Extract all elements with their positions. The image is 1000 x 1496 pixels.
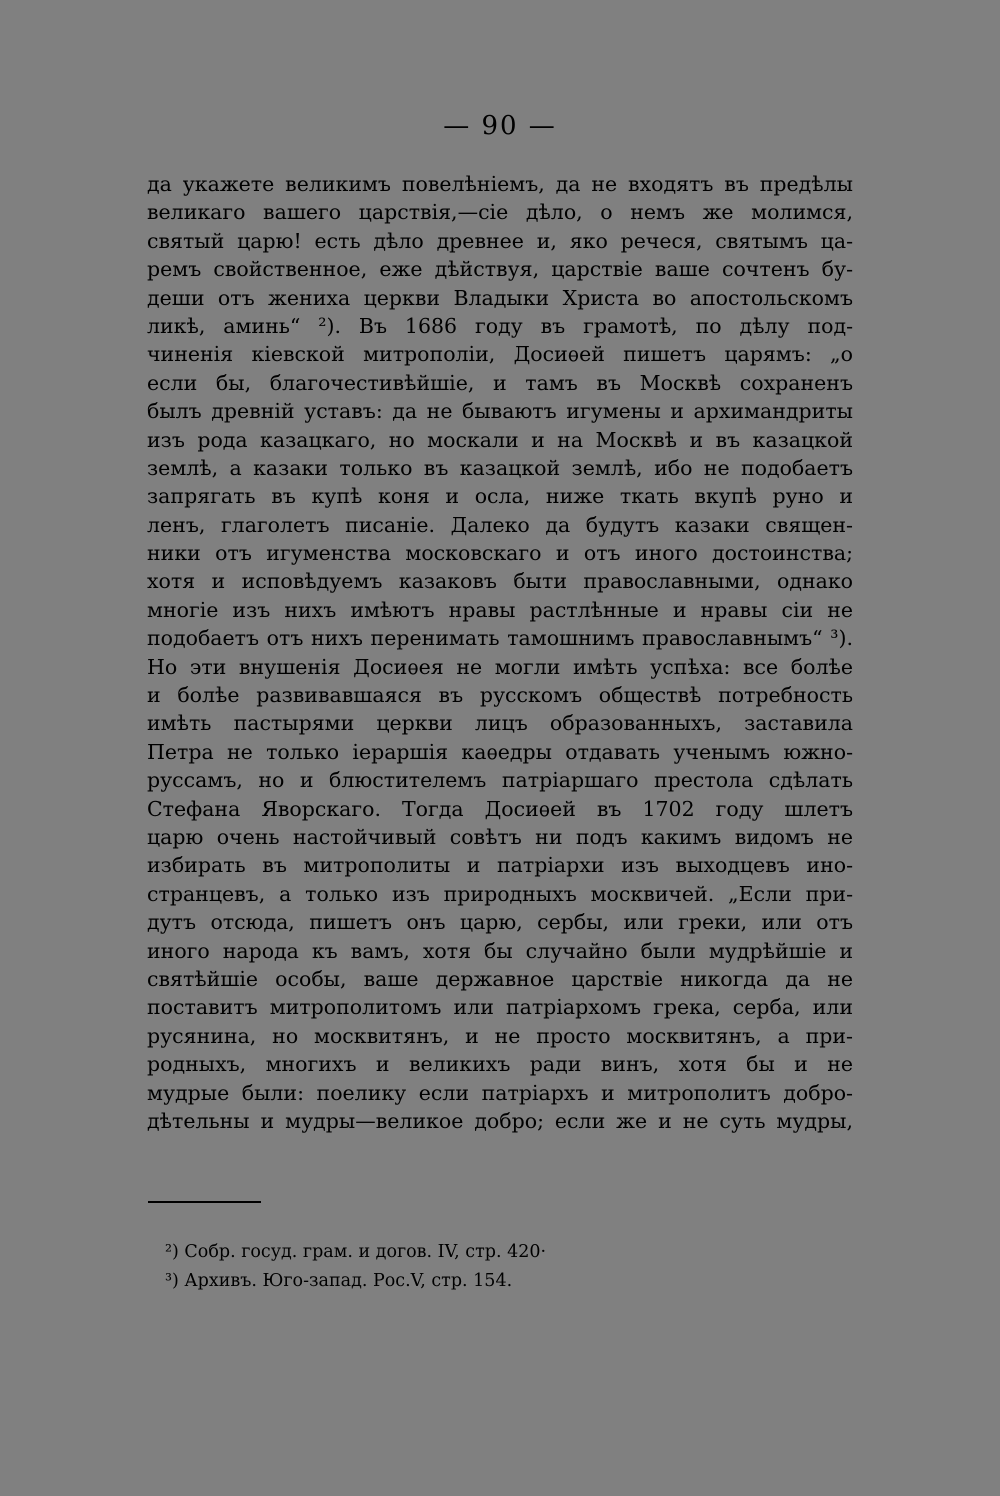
text-line: многіе изъ нихъ имѣютъ нравы растлѣнные и нравы сіи не [147, 597, 853, 622]
text-line: поставитъ митрополитомъ или патріархомъ грека, серба, или [147, 995, 853, 1020]
text-line: родныхъ, многихъ и великихъ ради винъ, хотя бы и не [147, 1052, 853, 1077]
text-line: хотя и исповѣдуемъ казаковъ быти православными, однако [147, 569, 853, 594]
text-line: имѣть пастырями церкви лицъ образованныхъ, заставила [147, 711, 853, 736]
text-line: Но эти внушенія Досиѳея не могли имѣть успѣха: все болѣе [147, 654, 853, 679]
text-line: русянина, но москвитянъ, и не просто москвитянъ, а при- [147, 1023, 853, 1048]
text-line: дѣтельны и мудры—великое добро; если же и не суть мудры, [147, 1108, 853, 1133]
text-line: дутъ отсюда, пишетъ онъ царю, сербы, или греки, или отъ [147, 910, 853, 935]
text-line: Стефана Яворскаго. Тогда Досиѳей въ 1702 году шлетъ [147, 796, 853, 821]
text-line: запрягать въ купѣ коня и осла, ниже ткать вкупѣ руно и [147, 484, 853, 509]
text-line: царю очень настойчивый совѣтъ ни подъ какимъ видомъ не [147, 824, 853, 849]
text-line: ремъ свойственное, еже дѣйствуя, царствіе ваше сочтенъ бу- [147, 257, 853, 282]
text-line: изъ рода казацкаго, но москали и на Москвѣ и въ казацкой [147, 427, 853, 452]
text-line: и болѣе развивавшаяся въ русскомъ обществѣ потребность [147, 683, 853, 708]
text-line: да укажете великимъ повелѣніемъ, да не входятъ въ предѣлы [147, 172, 853, 196]
text-line: святый царю! есть дѣло древнее и, яко речеся, святымъ ца- [147, 228, 853, 253]
text-line: деши отъ жениха церкви Владыки Христа во апостольскомъ [147, 285, 853, 310]
text-line: святѣйшіе особы, ваше державное царствіе никогда да не [147, 966, 853, 991]
text-line: странцевъ, а только изъ природныхъ москвичей. „Если при- [147, 881, 853, 906]
page-number: — 90 — [443, 111, 557, 141]
text-line: избирать въ митрополиты и патріархи изъ выходцевъ ино- [147, 853, 853, 878]
text-line: ликѣ, аминь“ ²). Въ 1686 году въ грамотѣ, по дѣлу под- [147, 313, 853, 338]
footnote: ³) Архивъ. Юго-запад. Рос.V, стр. 154. [165, 1271, 513, 1291]
text-line: землѣ, а казаки только въ казацкой землѣ, ибо не подобаетъ [147, 455, 853, 480]
text-line: если бы, благочестивѣйшіе, и тамъ въ Москвѣ сохраненъ [147, 370, 853, 395]
text-line: мудрые были: поелику если патріархъ и митрополитъ добро- [147, 1080, 853, 1105]
text-line: ленъ, глаголетъ писаніе. Далеко да будутъ казаки священ- [147, 512, 853, 537]
footnote: ²) Собр. госуд. грам. и догов. IV, стр. 420· [165, 1242, 547, 1262]
footnote-divider [148, 1201, 261, 1203]
text-line: былъ древній уставъ: да не бываютъ игумены и архимандриты [147, 399, 853, 424]
text-line: ники отъ игуменства московскаго и отъ иного достоинства; [147, 541, 853, 566]
text-line: руссамъ, но и блюстителемъ патріаршаго престола сдѣлать [147, 768, 853, 793]
footnotes [165, 1238, 765, 1296]
text-line: чиненія кіевской митрополіи, Досиѳей пишетъ царямъ: „о [147, 342, 853, 367]
body-text [147, 170, 853, 1135]
text-line: подобаетъ отъ нихъ перенимать тамошнимъ православнымъ“ ³). [147, 626, 853, 651]
text-line: иного народа къ вамъ, хотя бы случайно были мудрѣйшіе и [147, 938, 853, 963]
text-line: великаго вашего царствія,—сіе дѣло, о немъ же молимся, [147, 200, 853, 225]
text-line: Петра не только іераршія каѳедры отдавать ученымъ южно- [147, 739, 853, 764]
